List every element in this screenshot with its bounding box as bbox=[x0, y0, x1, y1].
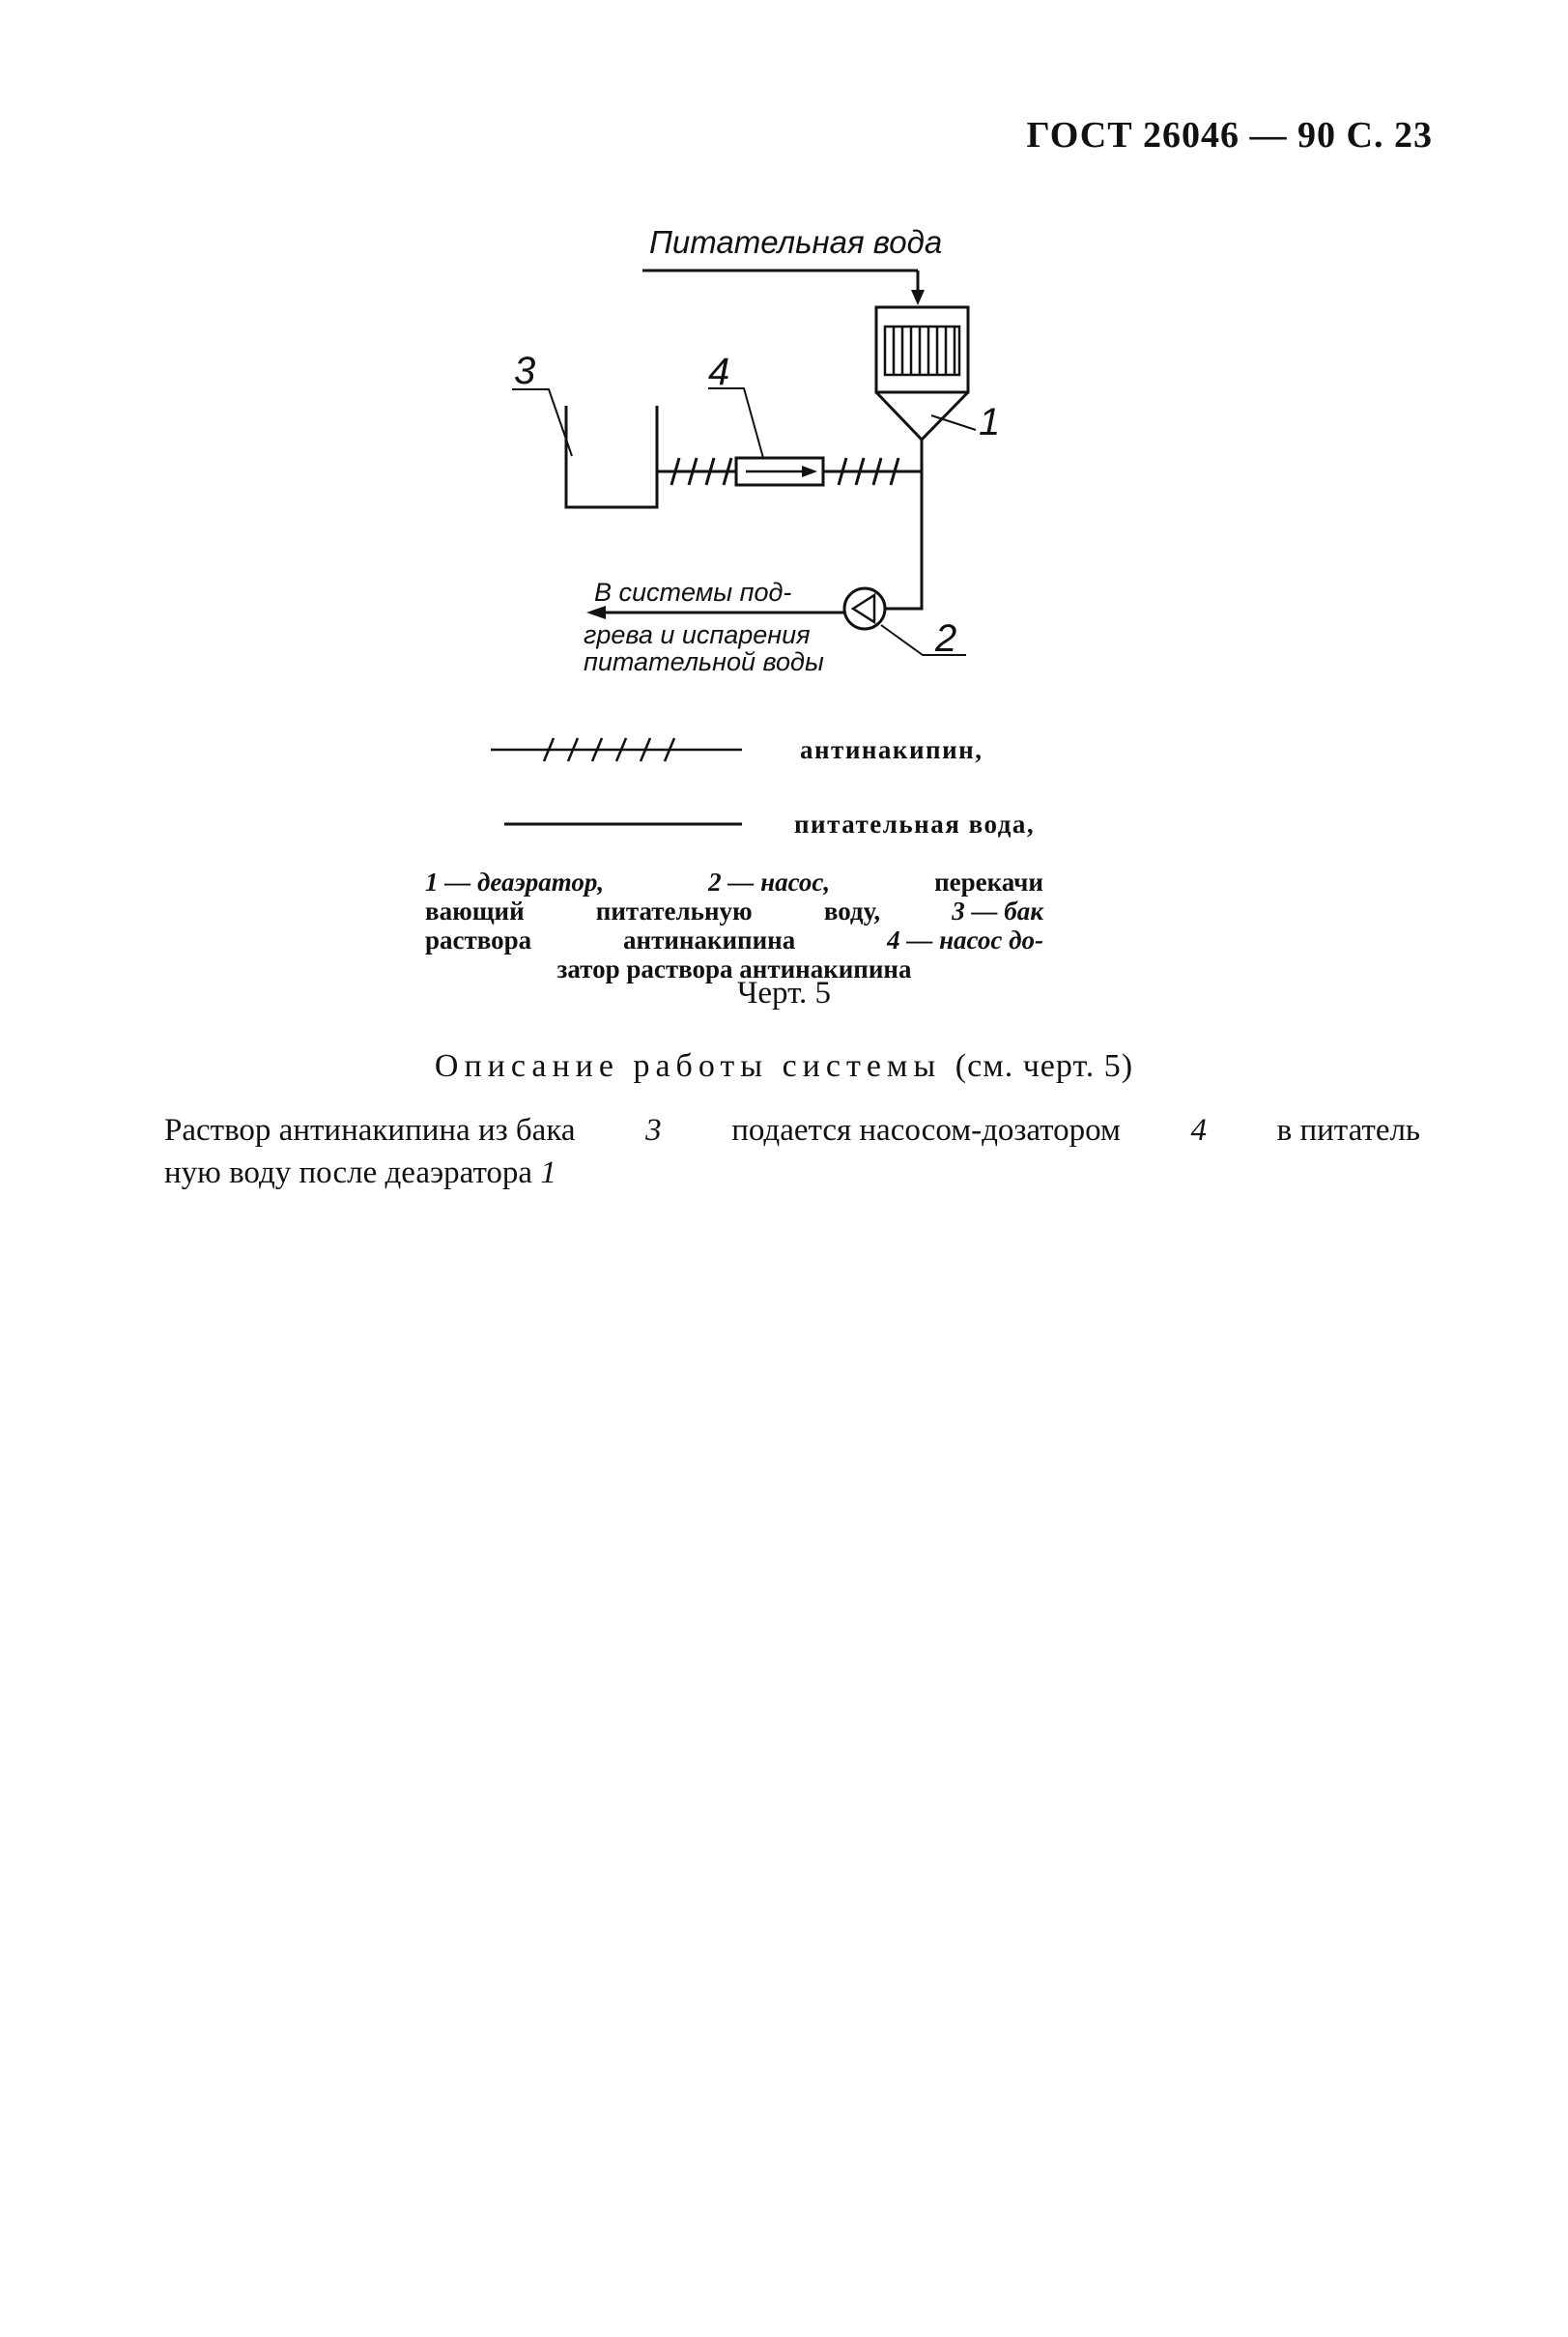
caption-row-3 bbox=[425, 926, 1043, 955]
caption-text: питательную bbox=[595, 897, 753, 926]
scheme-diagram bbox=[0, 0, 1568, 966]
paragraph-line-1 bbox=[164, 1109, 1420, 1152]
outlet-label-line2: грева и испарения bbox=[584, 620, 811, 649]
feed-water-inlet bbox=[642, 271, 925, 305]
caption-text: воду, bbox=[823, 897, 881, 926]
section-title-main: Описание работы системы bbox=[434, 1048, 942, 1084]
section-title bbox=[0, 1048, 1568, 1085]
body-paragraph bbox=[164, 1109, 1420, 1194]
outlet-label-line1: В системы под- bbox=[594, 578, 792, 607]
outlet-line bbox=[586, 606, 844, 619]
feed-water-label: Питательная вода bbox=[649, 224, 943, 260]
caption-row-2 bbox=[425, 897, 1043, 926]
paragraph-text: в питатель bbox=[1276, 1113, 1420, 1148]
caption-row-1 bbox=[425, 868, 1043, 897]
deaerator bbox=[876, 307, 968, 440]
figure-caption bbox=[425, 868, 1043, 983]
paragraph-line-2 bbox=[164, 1152, 1420, 1194]
dosing-pump bbox=[736, 458, 823, 485]
caption-item-2: 2 — насос, bbox=[708, 868, 831, 897]
caption-text: антинакипина bbox=[623, 926, 796, 955]
paragraph-ref-4: 4 bbox=[1190, 1113, 1208, 1148]
legend-antiscalant-symbol bbox=[491, 738, 742, 761]
label-3: 3 bbox=[514, 350, 536, 392]
caption-text: перекачи bbox=[934, 868, 1043, 897]
caption-text: вающий bbox=[425, 897, 525, 926]
feed-water-pump bbox=[844, 588, 885, 629]
leader-3 bbox=[512, 389, 572, 456]
paragraph-text: Раствор антинакипина из бака bbox=[164, 1113, 576, 1148]
section-title-ref: (см. черт. 5) bbox=[955, 1048, 1134, 1084]
paragraph-ref-3: 3 bbox=[645, 1113, 662, 1148]
label-4: 4 bbox=[708, 351, 730, 393]
paragraph-text: подается насосом-дозатором bbox=[731, 1113, 1121, 1148]
paragraph-ref-1: 1 bbox=[540, 1155, 556, 1190]
caption-text: затор раствора антинакипина bbox=[556, 955, 912, 983]
feed-water-pipe bbox=[885, 440, 922, 609]
legend-feed-water-text: питательная вода, bbox=[794, 810, 1036, 839]
antiscalant-tank bbox=[566, 406, 657, 507]
label-1: 1 bbox=[979, 401, 1001, 443]
paragraph-text: ную воду после деаэратора bbox=[164, 1155, 533, 1190]
label-2: 2 bbox=[935, 617, 957, 660]
page-header: ГОСТ 26046 — 90 С. 23 bbox=[1026, 115, 1433, 156]
caption-text: раствора bbox=[425, 926, 532, 955]
caption-item-3: 3 — бак bbox=[952, 897, 1043, 926]
leader-4 bbox=[708, 388, 763, 458]
legend-antiscalant-text: антинакипин, bbox=[800, 735, 984, 764]
caption-item-1: 1 — деаэратор, bbox=[425, 868, 605, 897]
figure-label: Черт. 5 bbox=[736, 976, 832, 1011]
caption-item-4: 4 — насос до- bbox=[887, 926, 1043, 955]
outlet-label-line3: питательной воды bbox=[584, 647, 824, 676]
